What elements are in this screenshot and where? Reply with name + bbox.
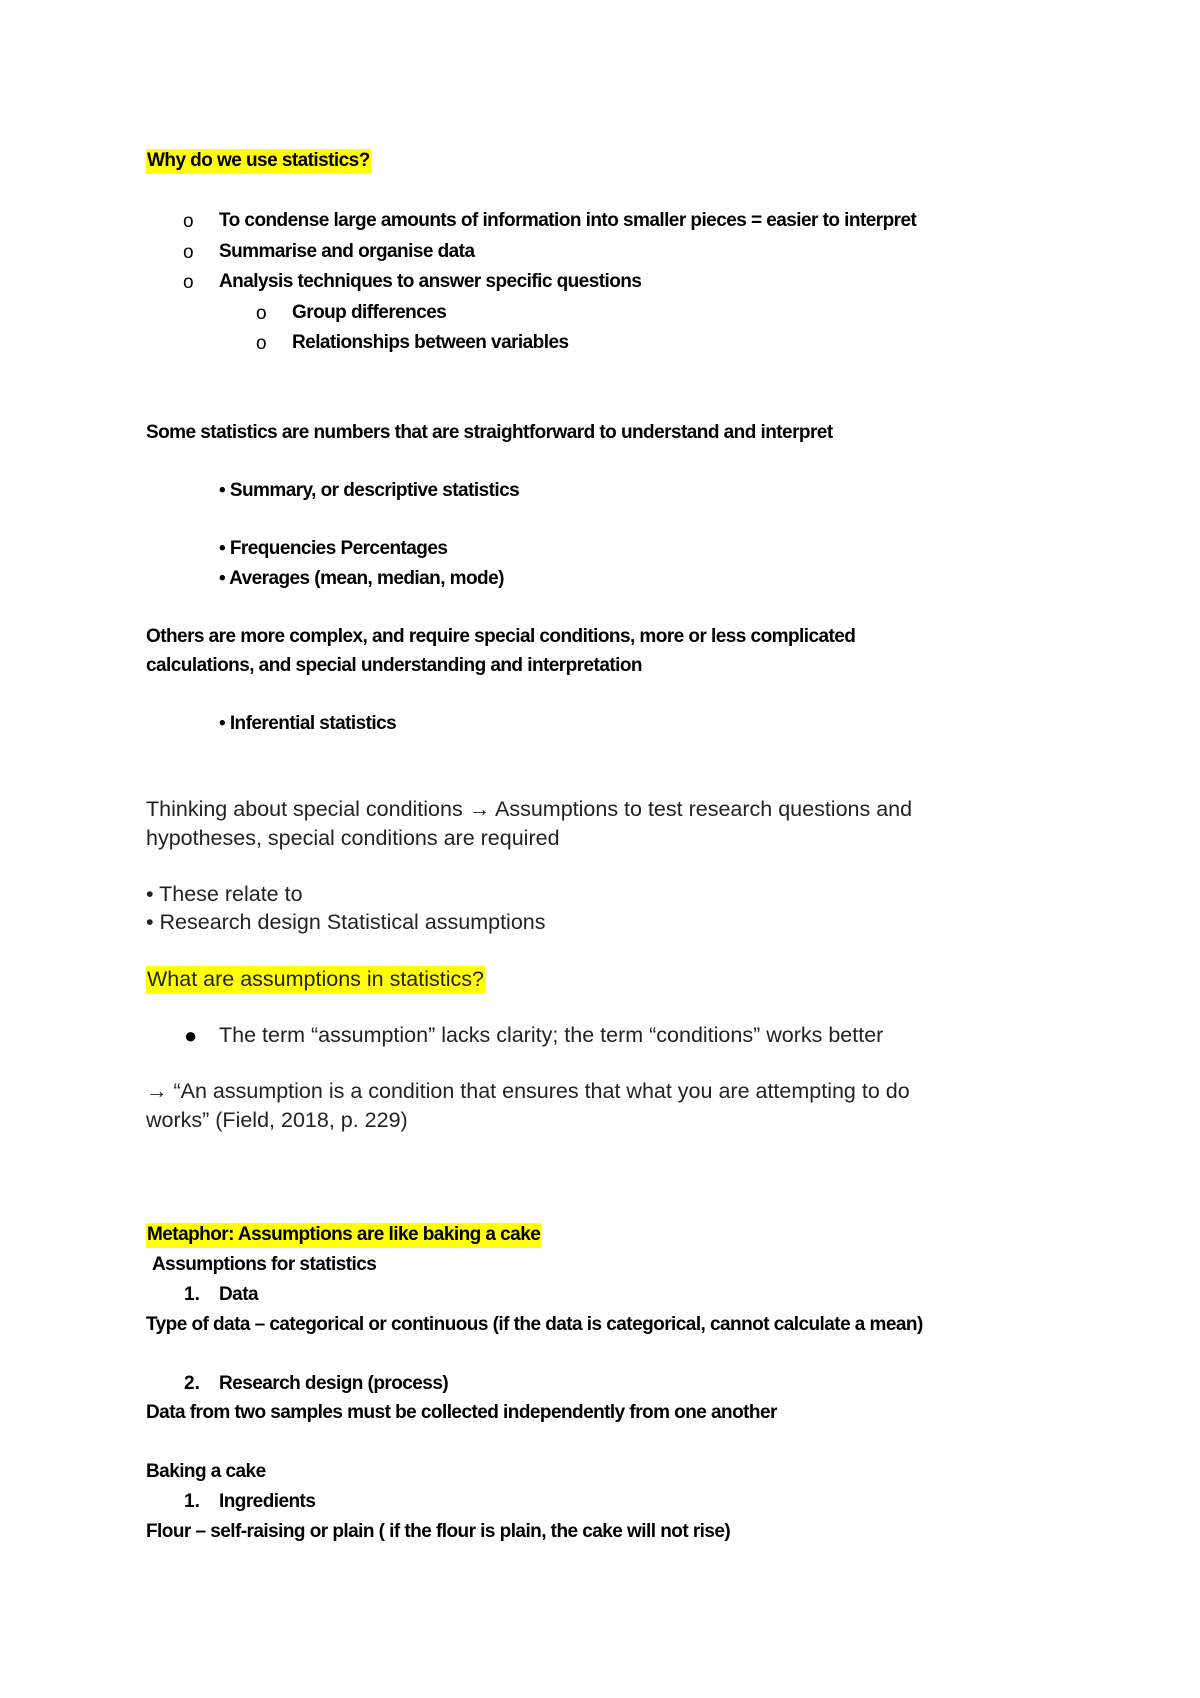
list-item: The term “assumption” lacks clarity; the term “conditions” works better	[219, 1023, 884, 1047]
list-item: Analysis techniques to answer specific questions	[219, 271, 642, 292]
numbered-item-label: Research design (process)	[219, 1373, 449, 1394]
list-item: • These relate to	[146, 882, 303, 906]
list-item: • Frequencies Percentages	[219, 538, 448, 559]
list-item: • Inferential statistics	[219, 713, 397, 734]
quote-line: → “An assumption is a condition that ensures that what you are attempting to do	[146, 1079, 910, 1103]
paragraph-line: Type of data – categorical or continuous (if the data is categorical, cannot calculate a mean)	[146, 1314, 923, 1335]
bullet-marker: o	[183, 242, 194, 263]
paragraph-line: calculations, and special understanding and interpretation	[146, 655, 642, 676]
bullet-marker: o	[183, 211, 194, 232]
paragraph-line: Data from two samples must be collected independently from one another	[146, 1402, 777, 1423]
paragraph-line: Thinking about special conditions → Assumptions to test research questions and	[146, 797, 913, 821]
sub-list-item: Group differences	[292, 302, 447, 323]
paragraph-line: Flour – self-raising or plain ( if the flour is plain, the cake will not rise)	[146, 1521, 731, 1542]
heading-why-statistics: Why do we use statistics?	[146, 151, 371, 170]
heading-straightforward-statistics: Some statistics are numbers that are straightforward to understand and interpret	[146, 422, 833, 443]
heading-what-are-assumptions: What are assumptions in statistics?	[146, 969, 485, 991]
paragraph-line: Others are more complex, and require special conditions, more or less complicated	[146, 626, 856, 647]
bullet-marker: o	[256, 303, 267, 324]
list-number: 1.	[184, 1284, 200, 1305]
quote-line: works” (Field, 2018, p. 229)	[146, 1108, 408, 1132]
bullet-marker: o	[256, 333, 267, 354]
list-number: 1.	[184, 1491, 200, 1512]
arrow-icon: →	[468, 797, 491, 821]
arrow-icon: →	[146, 1079, 168, 1103]
paragraph-line: hypotheses, special conditions are required	[146, 826, 560, 850]
bullet-marker: o	[183, 272, 194, 293]
list-item: To condense large amounts of information into smaller pieces = easier to interpret	[219, 210, 917, 231]
heading-metaphor: Metaphor: Assumptions are like baking a cake	[146, 1225, 541, 1244]
sub-list-item: Relationships between variables	[292, 332, 569, 353]
bullet-marker: ●	[184, 1023, 198, 1048]
list-item: • Summary, or descriptive statistics	[219, 480, 520, 501]
subheading-assumptions: Assumptions for statistics	[152, 1254, 377, 1275]
list-item: Summarise and organise data	[219, 241, 475, 262]
heading-baking-cake: Baking a cake	[146, 1461, 266, 1482]
numbered-item-label: Data	[219, 1284, 258, 1305]
list-item: • Averages (mean, median, mode)	[219, 568, 504, 589]
list-item: • Research design Statistical assumptions	[146, 910, 546, 934]
list-number: 2.	[184, 1373, 200, 1394]
numbered-item-label: Ingredients	[219, 1491, 316, 1512]
